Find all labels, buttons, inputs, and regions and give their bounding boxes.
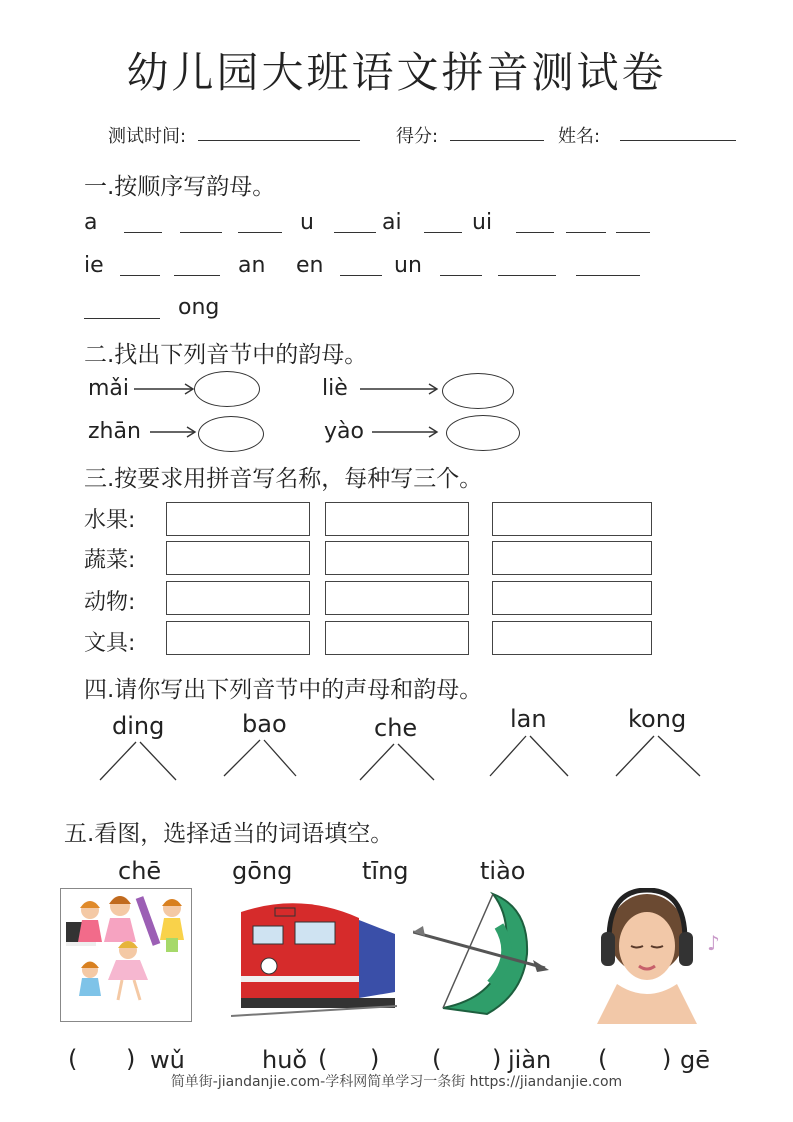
section-2-heading: 二.找出下列音节中的韵母。	[84, 342, 368, 368]
s1-item: un	[394, 253, 422, 278]
answer-blank[interactable]	[86, 1045, 124, 1073]
page-title: 幼儿园大班语文拼音测试卷	[126, 48, 667, 97]
s2-syllable: zhān	[88, 419, 141, 444]
s4-syllable: che	[374, 714, 418, 742]
s1-item: a	[84, 210, 98, 235]
answer-paren-close: )	[126, 1045, 136, 1073]
s4-syllable: kong	[628, 705, 687, 733]
s5-answer-word: gē	[680, 1046, 710, 1074]
s5-pinyin: gōng	[232, 857, 293, 885]
s3-answer-box[interactable]	[492, 621, 652, 655]
section-1-heading: 一.按顺序写韵母。	[84, 174, 276, 200]
answer-paren-close: )	[492, 1045, 502, 1073]
s1-item: en	[296, 253, 324, 278]
name-label: 姓名:	[558, 126, 601, 147]
answer-blank[interactable]	[334, 1045, 368, 1073]
s3-answer-box[interactable]	[492, 581, 652, 615]
s5-answer-word: huǒ	[262, 1046, 308, 1074]
dancing-children-image	[60, 888, 192, 1022]
answer-blank[interactable]	[448, 1045, 488, 1073]
s1-item: ai	[382, 210, 402, 235]
s2-syllable: yào	[324, 419, 364, 444]
s4-split-lines	[0, 730, 793, 790]
s4-syllable: ding	[112, 712, 165, 740]
s3-answer-box[interactable]	[325, 502, 469, 536]
s3-answer-box[interactable]	[166, 621, 310, 655]
bow-and-arrow-image	[413, 886, 553, 1020]
section-5-heading: 五.看图，选择适当的词语填空。	[64, 821, 394, 847]
s3-answer-box[interactable]	[166, 581, 310, 615]
svg-text:♪: ♪	[707, 931, 720, 955]
test-time-label: 测试时间:	[108, 126, 187, 147]
s1-item: ui	[472, 210, 493, 235]
s3-answer-box[interactable]	[492, 541, 652, 575]
s3-answer-box[interactable]	[166, 541, 310, 575]
s2-syllable: liè	[322, 376, 348, 401]
s3-answer-box[interactable]	[166, 502, 310, 536]
s3-answer-box[interactable]	[325, 621, 469, 655]
s5-answer-word: wǔ	[150, 1046, 185, 1074]
s2-answer-oval[interactable]	[446, 415, 520, 451]
s3-answer-box[interactable]	[325, 541, 469, 575]
answer-paren-open: (	[68, 1045, 78, 1073]
answer-paren-close: )	[370, 1045, 380, 1073]
s3-label-stationery: 文具:	[84, 631, 136, 656]
s2-syllable: mǎi	[88, 376, 130, 401]
score-label: 得分:	[396, 126, 439, 147]
answer-paren-close: )	[662, 1045, 672, 1073]
train-image	[231, 890, 397, 1020]
s4-syllable: bao	[242, 710, 287, 738]
s3-label-vegetable: 蔬菜:	[84, 548, 136, 573]
s3-answer-box[interactable]	[492, 502, 652, 536]
s2-answer-oval[interactable]	[194, 371, 260, 407]
answer-paren-open: (	[598, 1045, 608, 1073]
answer-paren-open: (	[432, 1045, 442, 1073]
s5-pinyin: chē	[118, 857, 162, 885]
s1-item: ie	[84, 253, 104, 278]
answer-paren-open: (	[318, 1045, 328, 1073]
answer-blank[interactable]	[614, 1045, 660, 1073]
s1-item: ong	[178, 295, 220, 320]
s5-answer-word: jiàn	[508, 1046, 552, 1074]
s5-pinyin: tīng	[362, 857, 409, 885]
section-4-heading: 四.请你写出下列音节中的声母和韵母。	[84, 677, 483, 703]
s1-item: an	[238, 253, 266, 278]
s4-syllable: lan	[510, 705, 547, 733]
s5-pinyin: tiào	[480, 857, 526, 885]
s1-item: u	[300, 210, 314, 235]
s2-answer-oval[interactable]	[198, 416, 264, 452]
woman-headphones-image	[583, 888, 731, 1024]
section-3-heading: 三.按要求用拼音写名称，每种写三个。	[84, 466, 483, 492]
s3-label-animal: 动物:	[84, 590, 136, 615]
footer-watermark: 简单街-jiandanjie.com-学科网简单学习一条街 https://jiandanjie.com	[170, 1074, 623, 1090]
s2-answer-oval[interactable]	[442, 373, 514, 409]
s3-answer-box[interactable]	[325, 581, 469, 615]
s3-label-fruit: 水果:	[84, 508, 136, 533]
